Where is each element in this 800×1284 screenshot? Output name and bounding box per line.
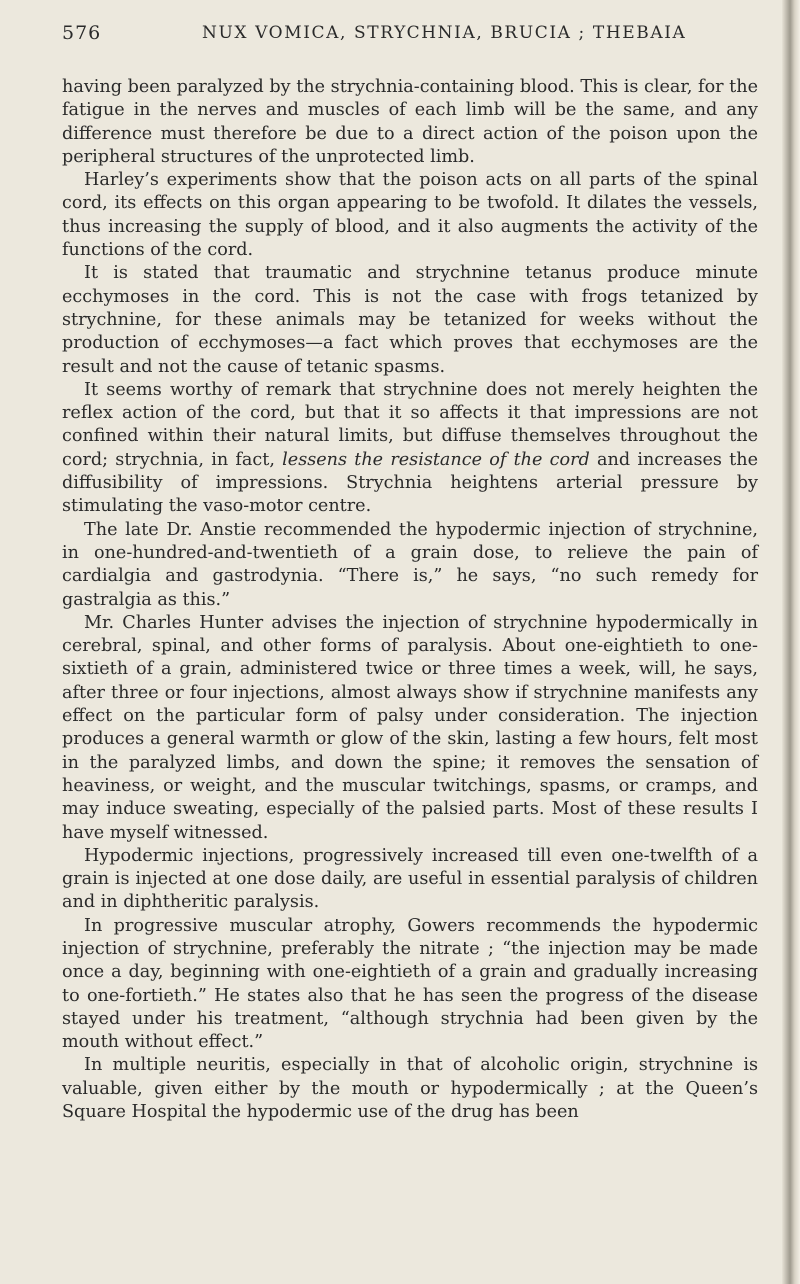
- page-header: [62, 22, 752, 52]
- paragraph-reflex: [62, 379, 758, 519]
- paragraph-neuritis: In multiple neuritis, especially in that of alcoholic origin, strychnine is valuable, given either by the mouth or hypodermically ; at the Queen’s Square Hospital the hypodermic use of the drug has been: [62, 1055, 758, 1123]
- running-head: NUX VOMICA, STRYCHNIA, BRUCIA ; THEBAIA: [202, 23, 687, 43]
- paragraph-harley: Harley’s experiments show that the poison acts on all parts of the spinal cord, its effects on this organ appearing to be twofold. It dilates the vessels, thus increasing the supply of blood, and it also augments the activity of the functions of the cord.: [62, 170, 758, 261]
- body-text: [62, 76, 758, 1124]
- page-number: 576: [62, 22, 102, 44]
- paragraph-anstie: The late Dr. Anstie recommended the hypodermic injection of strychnine, in one-hundred-and-twentieth of a grain dose, to relieve the pain of cardialgia and gastrodynia. “There is,” he says, “no such remedy for gastralgia as this.”: [62, 519, 758, 610]
- paragraph-ecchymoses: It is stated that traumatic and strychnine tetanus produce minute ecchymoses in the cord. This is not the case with frogs tetanized by strychnine, for these animals may be tetanized for weeks without the production of ecchymoses—a fact which proves that ecchymoses are the result and not the cause of tetanic spasms.: [62, 263, 758, 377]
- paragraph-gowers: In progressive muscular atrophy, Gowers recommends the hypodermic injection of strychnine, preferably the nitrate ; “the injection may be made once a day, beginning with one-eightieth of a grain and gradually increasing to one-fortieth.” He states also that he has seen the progress of the disease stayed under his treatment, “although strychnia had been given by the mouth without effect.”: [62, 915, 758, 1053]
- paragraph-continued: having been paralyzed by the strychnia-containing blood. This is clear, for the fatigue in the nerves and muscles of each limb will be the same, and any difference must therefore be due to a direct action of the poison upon the peripheral structures of the unprotected limb.: [62, 77, 758, 167]
- paragraph-hunter: Mr. Charles Hunter advises the injection of strychnine hypodermically in cerebral, spinal, and other forms of paralysis. About one-eightieth to one-sixtieth of a grain, administered twice or three times a week, will, he says, after three or four injections, almost always show if strychnine manifests any effect on the particular form of palsy under consideration. The injection produces a general warmth or glow of the skin, lasting a few hours, felt most in the paralyzed limbs, and down the spine; it removes the sensation of heaviness, or weight, and the muscular twitchings, spasms, or cramps, and may induce sweating, especially of the palsied parts. Most of these results I have myself witnessed.: [62, 612, 758, 843]
- paragraph-hypodermic: Hypodermic injections, progressively increased till even one-twelfth of a grain is injected at one dose daily, are useful in essential paralysis of children and in diphtheritic paralysis.: [62, 845, 758, 913]
- paragraph-reflex-end: and increases the diffusibility of impressions. Strychnia heightens arterial pressure by stimulating the vaso-motor centre.: [62, 449, 758, 517]
- paragraph-reflex-start: It seems worthy of remark that strychnine does not merely heighten the reflex action of the cord, but that it so affects it that impressions are not confined within their natural limits, but diffuse themselves throughout the cord; strychnia, in fact,: [62, 379, 758, 470]
- italic-emphasis: lessens the resistance of the cord: [282, 449, 590, 470]
- page-edge-shadow: [782, 0, 800, 1284]
